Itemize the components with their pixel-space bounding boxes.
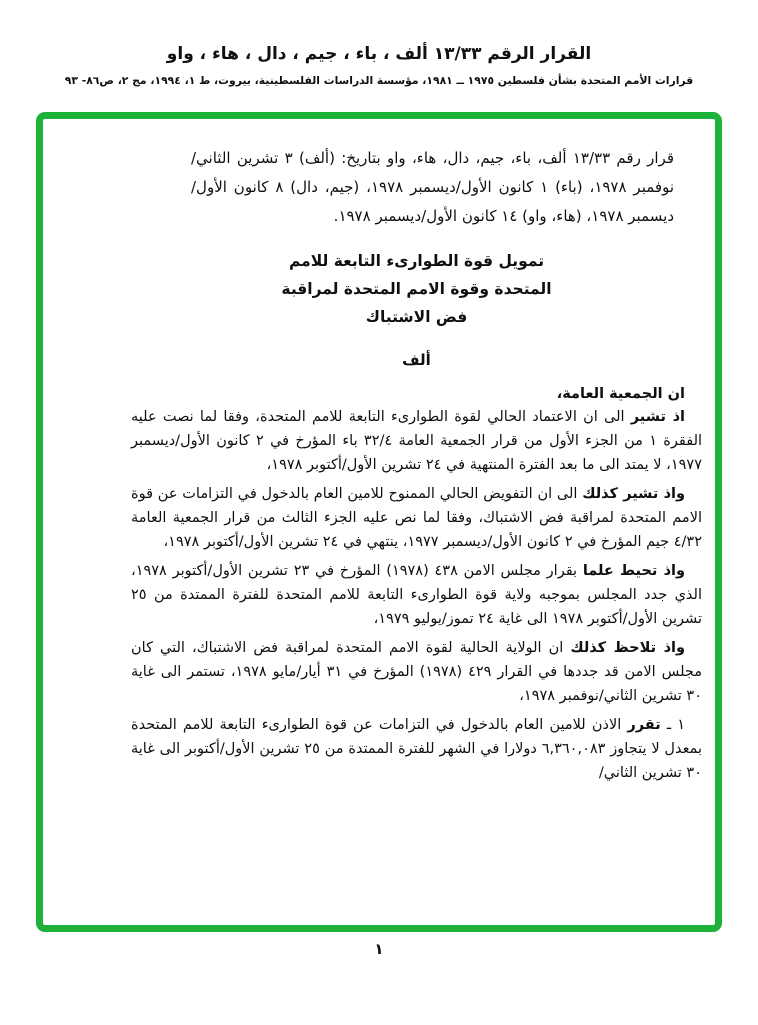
- source-citation: قرارات الأمم المتحدة بشأن فلسطين ١٩٧٥ ــ ١٩٨١، مؤسسة الدراسات الفلسطينية، بيروت، ط ١، ١٩٩٤، مج ٢، ص٨٦- ٩٣: [64, 74, 694, 87]
- paragraph-text: الى ان التفويض الحالي الممنوح للامين العام بالدخول في التزامات عن قوة الامم المتحدة لمراقبة فض الاشتباك، وفقا لما نص عليه الجزء الثالث من قرار الجمعية العامة ٤/٣٢ جيم المؤرخ في ٢ كانون الأول/ديسمبر ١٩٧٧، ينتهي في ٢٤ تشرين الأول/أكتوبر ١٩٧٨،: [131, 486, 702, 550]
- preamble-paragraph: [131, 636, 702, 708]
- paragraph-text: الاذن للامين العام بالدخول في التزامات عن قوة الطوارىء التابعة للامم المتحدة بمعدل لا يتجاوز ٦,٣٦٠,٠٨٣ دولارا في الشهر للفترة الممتدة من ٢٥ تشرين الأول/أكتوبر الى غاية ٣٠ تشرين الثاني/: [131, 717, 702, 781]
- paragraph-text: ان الولاية الحالية لقوة الامم المتحدة لمراقبة فض الاشتباك، التي كان مجلس الامن قد جددها في القرار ٤٢٩ (١٩٧٨) المؤرخ في ٣١ أيار/مايو ١٩٧٨، تستمر الى غاية ٣٠ تشرين الثاني/نوفمبر ١٩٧٨،: [131, 640, 702, 704]
- page-title: القرار الرقم ١٣/٣٣ ألف ، باء ، جيم ، دال ، هاء ، واو: [166, 44, 592, 64]
- resolution-citation: قرار رقم ١٣/٣٣ ألف، باء، جيم، دال، هاء، واو بتاريخ: (ألف) ٣ تشرين الثاني/نوفمبر ١٩٧٨، (باء) ١ كانون الأول/ديسمبر ١٩٧٨، (جيم، دال) ٨ كانون الأول/ديسمبر ١٩٧٨، (هاء، واو) ١٤ كانون الأول/ديسمبر ١٩٧٨.: [191, 149, 674, 225]
- paragraph-lead: واذ تلاحظ كذلك: [570, 640, 685, 656]
- paragraph-lead: واذ تشير كذلك: [582, 486, 686, 502]
- paragraph-lead: تقرر: [627, 717, 661, 733]
- paragraph-number: ١ ـ: [660, 717, 685, 733]
- page-number: ١: [374, 940, 384, 958]
- resolution-title-line: المتحدة وقوة الامم المتحدة لمراقبة: [281, 280, 552, 298]
- operative-paragraph: [131, 713, 702, 785]
- paragraph-text: الى ان الاعتماد الحالي لقوة الطوارىء التابعة للامم المتحدة، وفقا لما نصت عليه الفقرة ١ من الجزء الأول من قرار الجمعية العامة ٣٢/٤ باء المؤرخ في ٢ كانون الأول/ديسمبر ١٩٧٧، لا يمتد الى ما بعد الفترة المنتهية في ٢٤ تشرين الأول/أكتوبر ١٩٧٨،: [131, 409, 703, 473]
- paragraph-text: بقرار مجلس الامن ٤٣٨ (١٩٧٨) المؤرخ في ٢٣ تشرين الأول/أكتوبر ١٩٧٨، الذي جدد المجلس بموجبه ولاية قوة الطوارىء التابعة للامم المتحدة للفترة الممتدة من ٢٥ تشرين الأول/أكتوبر ١٩٧٨ الى غاية ٢٤ تموز/يوليو ١٩٧٩،: [131, 563, 702, 627]
- resolution-title-line: تمويل قوة الطوارىء التابعة للامم: [288, 252, 545, 270]
- preamble-paragraph: [131, 482, 702, 554]
- resolution-title-line: فض الاشتباك: [365, 308, 468, 326]
- paragraph-lead: واذ تحيط علما: [582, 563, 685, 579]
- preamble-paragraph: [131, 559, 702, 631]
- resolution-title: [131, 247, 702, 331]
- document-header: [0, 44, 758, 87]
- paragraph-lead: اذ تشير: [630, 409, 685, 425]
- preamble-intro: ان الجمعية العامة،: [556, 386, 685, 402]
- preamble-paragraph: [131, 405, 702, 477]
- content-border-box: [36, 112, 722, 932]
- section-label: ألف: [402, 351, 431, 369]
